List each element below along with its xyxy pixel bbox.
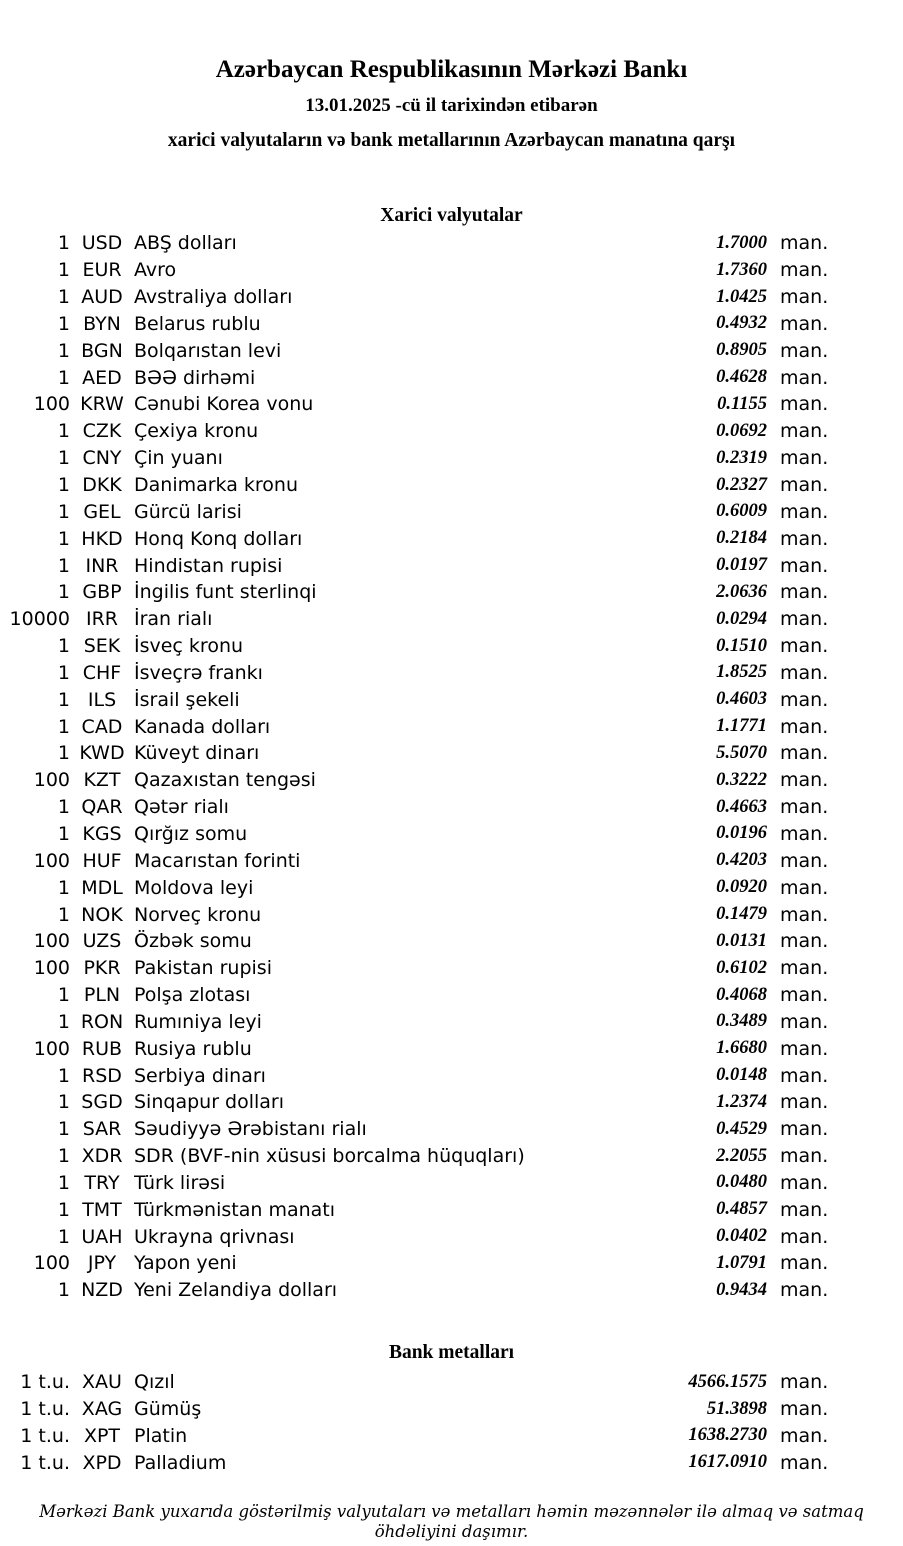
- currency-code-cell: GEL: [83, 500, 121, 523]
- currency-name-cell: Danimarka kronu: [134, 474, 299, 497]
- unit-label: man.: [780, 500, 829, 523]
- rate-value-cell: 0.8905: [716, 340, 767, 361]
- currency-code-cell: UAH: [81, 1225, 123, 1248]
- exchange-rate-row: [0, 498, 830, 525]
- unit-label: man.: [780, 554, 829, 577]
- currency-name-cell: Qazaxıstan tengəsi: [134, 769, 316, 792]
- amount-cell: 100: [33, 769, 70, 792]
- unit-label: man.: [780, 1010, 829, 1033]
- exchange-rate-row: [0, 257, 830, 284]
- currency-rates-table: [0, 230, 830, 1304]
- exchange-rate-row: [0, 660, 830, 687]
- exchange-rate-row: [0, 874, 830, 901]
- currency-code-cell: RUB: [81, 1037, 123, 1060]
- rate-value-cell: 1.0425: [716, 286, 767, 307]
- currency-code-cell: SGD: [81, 1091, 123, 1114]
- amount-cell: 1: [57, 1225, 70, 1248]
- amount-cell: 10000: [9, 608, 70, 631]
- unit-label: man.: [780, 259, 829, 282]
- amount-cell: 1: [57, 1118, 70, 1141]
- amount-cell: 1: [57, 232, 70, 255]
- amount-cell: 1: [57, 312, 70, 335]
- amount-cell: 1: [57, 447, 70, 470]
- rate-value-cell: 0.4529: [716, 1118, 767, 1139]
- rate-value-cell: 0.3222: [716, 769, 767, 790]
- currencies-section-title: Xarici valyutalar: [380, 205, 523, 226]
- rate-value-cell: 0.6102: [716, 957, 767, 978]
- unit-label: man.: [780, 420, 829, 443]
- exchange-rate-row: [0, 1089, 830, 1116]
- exchange-rate-row: [0, 928, 830, 955]
- unit-label: man.: [780, 1398, 829, 1421]
- currency-name-cell: Yapon yeni: [134, 1252, 237, 1275]
- unit-label: man.: [780, 608, 829, 631]
- currency-code-cell: TRY: [84, 1171, 120, 1194]
- exchange-rate-row: [0, 606, 830, 633]
- unit-label: man.: [780, 1424, 829, 1447]
- amount-cell: 100: [33, 930, 70, 953]
- exchange-rate-row: [0, 1062, 830, 1089]
- rate-value-cell: 0.4628: [716, 367, 767, 388]
- effective-date-subtitle: 13.01.2025 -cü il tarixindən etibarən: [305, 95, 598, 116]
- exchange-rate-row: [0, 901, 830, 928]
- currency-name-cell: Küveyt dinarı: [134, 742, 260, 765]
- scope-subtitle: xarici valyutaların və bank metallarının Azərbaycan manatına qarşı: [167, 130, 736, 151]
- unit-label: man.: [780, 715, 829, 738]
- amount-cell: 1: [57, 661, 70, 684]
- amount-cell: 1: [57, 1198, 70, 1221]
- currency-code-cell: CNY: [82, 447, 122, 470]
- currency-code-cell: KGS: [82, 822, 122, 845]
- unit-label: man.: [780, 957, 829, 980]
- currency-name-cell: Avro: [134, 259, 177, 282]
- rate-value-cell: 0.2327: [716, 474, 767, 495]
- currency-name-cell: ABŞ dolları: [134, 232, 237, 255]
- currency-name-cell: Avstraliya dolları: [134, 286, 293, 309]
- exchange-rate-row: [0, 391, 830, 418]
- exchange-rate-row: [0, 230, 830, 257]
- currency-name-cell: İran rialı: [134, 608, 213, 631]
- currency-name-cell: Gürcü larisi: [134, 500, 242, 523]
- currency-name-cell: Ukrayna qrivnası: [134, 1225, 295, 1248]
- exchange-rate-row: [0, 311, 830, 338]
- currency-name-cell: BƏƏ dirhəmi: [134, 366, 256, 389]
- currency-code-cell: JPY: [87, 1252, 117, 1275]
- rate-value-cell: 0.4203: [716, 850, 767, 871]
- currency-name-cell: Hindistan rupisi: [134, 554, 283, 577]
- exchange-rate-row: [0, 1396, 830, 1423]
- exchange-rate-row: [0, 418, 830, 445]
- currency-code-cell: CAD: [81, 715, 123, 738]
- currency-code-cell: DKK: [82, 474, 122, 497]
- amount-cell: 1: [57, 420, 70, 443]
- currency-name-cell: Kanada dolları: [134, 715, 271, 738]
- unit-label: man.: [780, 688, 829, 711]
- unit-label: man.: [780, 661, 829, 684]
- exchange-rate-row: [0, 1369, 830, 1396]
- unit-label: man.: [780, 1225, 829, 1248]
- currency-code-cell: IRR: [85, 608, 118, 631]
- rate-value-cell: 2.0636: [716, 581, 767, 602]
- rate-value-cell: 0.0197: [716, 555, 767, 576]
- unit-label: man.: [780, 849, 829, 872]
- exchange-rate-row: [0, 1250, 830, 1277]
- unit-label: man.: [780, 1118, 829, 1141]
- unit-label: man.: [780, 1451, 829, 1474]
- unit-label: man.: [780, 339, 829, 362]
- rate-value-cell: 0.0131: [716, 930, 767, 951]
- amount-cell: 100: [33, 1037, 70, 1060]
- unit-label: man.: [780, 769, 829, 792]
- unit-label: man.: [780, 876, 829, 899]
- currency-code-cell: KWD: [79, 742, 125, 765]
- obligation-note: Mərkəzi Bank yuxarıda göstərilmiş valyutaları və metalları həmin məzənnələr ilə almaq və satmaq öhdəliyini daşımır.: [39, 1502, 864, 1542]
- amount-cell: 1: [57, 1091, 70, 1114]
- rate-value-cell: 0.2319: [716, 447, 767, 468]
- currency-name-cell: Sinqapur dolları: [134, 1091, 285, 1114]
- currency-name-cell: İsveç kronu: [134, 635, 244, 658]
- currency-name-cell: Cənubi Korea vonu: [134, 393, 314, 416]
- currency-code-cell: HUF: [82, 849, 122, 872]
- rate-value-cell: 0.0294: [716, 608, 767, 629]
- currency-code-cell: NOK: [81, 903, 123, 926]
- currency-name-cell: Rumıniya leyi: [134, 1010, 262, 1033]
- amount-cell: 1: [57, 984, 70, 1007]
- amount-cell: 1: [57, 715, 70, 738]
- currency-code-cell: TMT: [82, 1198, 122, 1221]
- currency-name-cell: İngilis funt sterlinqi: [134, 581, 317, 604]
- currency-code-cell: KRW: [80, 393, 124, 416]
- exchange-rate-row: [0, 579, 830, 606]
- amount-cell: 1 t.u.: [20, 1371, 70, 1394]
- unit-label: man.: [780, 366, 829, 389]
- unit-label: man.: [780, 742, 829, 765]
- exchange-rate-row: [0, 821, 830, 848]
- exchange-rate-row: [0, 633, 830, 660]
- metals-section-title: Bank metalları: [388, 1341, 515, 1363]
- amount-cell: 1: [57, 903, 70, 926]
- currency-name-cell: Türk lirəsi: [134, 1171, 226, 1194]
- currency-code-cell: CZK: [82, 420, 122, 443]
- exchange-rate-row: [0, 686, 830, 713]
- rate-value-cell: 0.0148: [716, 1065, 767, 1086]
- amount-cell: 1: [57, 1064, 70, 1087]
- amount-cell: 1: [57, 259, 70, 282]
- exchange-rate-row: [0, 337, 830, 364]
- unit-label: man.: [780, 796, 829, 819]
- unit-label: man.: [780, 930, 829, 953]
- unit-label: man.: [780, 1198, 829, 1221]
- currency-name-cell: Platin: [134, 1424, 188, 1447]
- amount-cell: 1: [57, 1010, 70, 1033]
- unit-label: man.: [780, 581, 829, 604]
- rate-value-cell: 1.0791: [716, 1252, 767, 1273]
- currency-name-cell: Qətər rialı: [134, 796, 229, 819]
- currency-name-cell: Özbək somu: [134, 930, 252, 953]
- amount-cell: 100: [33, 1252, 70, 1275]
- currency-code-cell: SAR: [82, 1118, 122, 1141]
- unit-label: man.: [780, 1145, 829, 1168]
- amount-cell: 1: [57, 339, 70, 362]
- rate-value-cell: 0.1510: [716, 635, 767, 656]
- unit-label: man.: [780, 984, 829, 1007]
- currency-name-cell: Polşa zlotası: [134, 984, 251, 1007]
- currency-name-cell: Moldova leyi: [134, 876, 254, 899]
- amount-cell: 1: [57, 1279, 70, 1302]
- currency-code-cell: QAR: [81, 796, 123, 819]
- currency-name-cell: Qırğız somu: [134, 822, 248, 845]
- unit-label: man.: [780, 635, 829, 658]
- unit-label: man.: [780, 1064, 829, 1087]
- amount-cell: 1: [57, 286, 70, 309]
- rate-value-cell: 1.7360: [716, 259, 767, 280]
- amount-cell: 1: [57, 474, 70, 497]
- rate-value-cell: 0.2184: [716, 528, 767, 549]
- rate-value-cell: 1617.0910: [688, 1452, 767, 1473]
- amount-cell: 1: [57, 1145, 70, 1168]
- exchange-rate-row: [0, 1449, 830, 1476]
- rate-value-cell: 5.5070: [716, 742, 767, 763]
- unit-label: man.: [780, 822, 829, 845]
- amount-cell: 1: [57, 688, 70, 711]
- currency-code-cell: XPD: [82, 1451, 122, 1474]
- rate-value-cell: 0.4663: [716, 796, 767, 817]
- exchange-rate-row: [0, 445, 830, 472]
- exchange-rate-row: [0, 847, 830, 874]
- rate-value-cell: 0.4068: [716, 984, 767, 1005]
- rate-value-cell: 1638.2730: [688, 1425, 767, 1446]
- currency-name-cell: Gümüş: [134, 1398, 202, 1421]
- metal-rates-table: [0, 1369, 830, 1476]
- currency-name-cell: SDR (BVF-nin xüsusi borcalma hüquqları): [134, 1145, 525, 1168]
- currency-name-cell: Rusiya rublu: [134, 1037, 252, 1060]
- currency-code-cell: INR: [85, 554, 119, 577]
- amount-cell: 100: [33, 393, 70, 416]
- unit-label: man.: [780, 286, 829, 309]
- rate-value-cell: 0.0692: [716, 420, 767, 441]
- rate-value-cell: 1.8525: [716, 662, 767, 683]
- currency-name-cell: Macarıstan forinti: [134, 849, 301, 872]
- exchange-rate-row: [0, 1170, 830, 1197]
- rate-value-cell: 1.6680: [716, 1038, 767, 1059]
- rate-value-cell: 0.0196: [716, 823, 767, 844]
- currency-name-cell: Çin yuanı: [134, 447, 223, 470]
- rate-value-cell: 0.9434: [716, 1279, 767, 1300]
- rate-value-cell: 4566.1575: [688, 1371, 767, 1392]
- unit-label: man.: [780, 474, 829, 497]
- amount-cell: 1: [57, 1171, 70, 1194]
- currency-code-cell: BGN: [81, 339, 123, 362]
- exchange-rate-row: [0, 794, 830, 821]
- rate-value-cell: 1.2374: [716, 1091, 767, 1112]
- currency-code-cell: KZT: [83, 769, 121, 792]
- currency-code-cell: SEK: [83, 635, 121, 658]
- amount-cell: 1 t.u.: [20, 1424, 70, 1447]
- exchange-rate-row: [0, 955, 830, 982]
- unit-label: man.: [780, 232, 829, 255]
- exchange-rate-row: [0, 982, 830, 1009]
- currency-name-cell: Palladium: [134, 1451, 227, 1474]
- currency-code-cell: BYN: [83, 312, 121, 335]
- exchange-rate-row: [0, 472, 830, 499]
- unit-label: man.: [780, 1252, 829, 1275]
- currency-code-cell: HKD: [81, 527, 123, 550]
- currency-code-cell: AED: [82, 366, 122, 389]
- exchange-rate-row: [0, 1422, 830, 1449]
- amount-cell: 1 t.u.: [20, 1398, 70, 1421]
- currency-name-cell: Səudiyyə Ərəbistanı rialı: [134, 1118, 367, 1141]
- document-header: [0, 0, 903, 152]
- currency-name-cell: Serbiya dinarı: [134, 1064, 266, 1087]
- exchange-rate-row: [0, 525, 830, 552]
- exchange-rate-row: [0, 284, 830, 311]
- amount-cell: 1: [57, 500, 70, 523]
- exchange-rate-row: [0, 1116, 830, 1143]
- exchange-rate-row: [0, 713, 830, 740]
- currency-code-cell: UZS: [82, 930, 122, 953]
- amount-cell: 1: [57, 742, 70, 765]
- exchange-rate-row: [0, 364, 830, 391]
- currency-code-cell: GBP: [82, 581, 122, 604]
- currency-name-cell: Bolqarıstan levi: [134, 339, 282, 362]
- rate-value-cell: 0.4603: [716, 689, 767, 710]
- currency-code-cell: MDL: [81, 876, 123, 899]
- exchange-rate-row: [0, 767, 830, 794]
- exchange-rate-row: [0, 552, 830, 579]
- rate-value-cell: 0.0402: [716, 1226, 767, 1247]
- rate-value-cell: 0.1479: [716, 904, 767, 925]
- unit-label: man.: [780, 1037, 829, 1060]
- exchange-rate-row: [0, 1035, 830, 1062]
- currency-code-cell: RSD: [82, 1064, 122, 1087]
- currency-name-cell: İsveçrə frankı: [134, 661, 263, 684]
- page-title: Azərbaycan Respublikasının Mərkəzi Bankı: [215, 56, 688, 83]
- amount-cell: 1: [57, 635, 70, 658]
- amount-cell: 1: [57, 527, 70, 550]
- currency-code-cell: XAG: [81, 1398, 123, 1421]
- unit-label: man.: [780, 1371, 829, 1394]
- currency-code-cell: EUR: [82, 259, 122, 282]
- currency-name-cell: Yeni Zelandiya dolları: [134, 1279, 338, 1302]
- amount-cell: 1: [57, 581, 70, 604]
- unit-label: man.: [780, 312, 829, 335]
- exchange-rate-row: [0, 1277, 830, 1304]
- unit-label: man.: [780, 1279, 829, 1302]
- unit-label: man.: [780, 903, 829, 926]
- unit-label: man.: [780, 1171, 829, 1194]
- rate-value-cell: 0.1155: [717, 393, 767, 414]
- unit-label: man.: [780, 447, 829, 470]
- currency-code-cell: CHF: [82, 661, 122, 684]
- exchange-rate-row: [0, 1196, 830, 1223]
- exchange-rate-row: [0, 1143, 830, 1170]
- amount-cell: 1: [57, 796, 70, 819]
- currency-code-cell: XDR: [81, 1145, 123, 1168]
- amount-cell: 1: [57, 554, 70, 577]
- currency-code-cell: AUD: [81, 286, 123, 309]
- amount-cell: 1 t.u.: [20, 1451, 70, 1474]
- currency-name-cell: Çexiya kronu: [134, 420, 259, 443]
- amount-cell: 100: [33, 849, 70, 872]
- rate-value-cell: 1.1771: [716, 716, 767, 737]
- currency-name-cell: İsrail şekeli: [134, 688, 240, 711]
- exchange-rate-row: [0, 1008, 830, 1035]
- currency-code-cell: PKR: [83, 957, 121, 980]
- unit-label: man.: [780, 527, 829, 550]
- currency-code-cell: ILS: [87, 688, 117, 711]
- amount-cell: 1: [57, 876, 70, 899]
- rate-value-cell: 0.3489: [716, 1011, 767, 1032]
- rate-value-cell: 0.0480: [716, 1172, 767, 1193]
- rate-value-cell: 51.3898: [706, 1398, 767, 1419]
- amount-cell: 1: [57, 366, 70, 389]
- amount-cell: 100: [33, 957, 70, 980]
- exchange-rate-row: [0, 740, 830, 767]
- currency-name-cell: Belarus rublu: [134, 312, 261, 335]
- currency-code-cell: NZD: [81, 1279, 123, 1302]
- currency-code-cell: PLN: [83, 984, 121, 1007]
- currency-code-cell: XPT: [83, 1424, 121, 1447]
- currency-name-cell: Honq Konq dolları: [134, 527, 303, 550]
- rate-value-cell: 0.6009: [716, 501, 767, 522]
- currency-name-cell: Norveç kronu: [134, 903, 262, 926]
- rate-value-cell: 2.2055: [716, 1145, 767, 1166]
- exchange-rate-row: [0, 1223, 830, 1250]
- currency-code-cell: RON: [80, 1010, 124, 1033]
- rate-value-cell: 0.4932: [716, 313, 767, 334]
- currency-code-cell: USD: [81, 232, 123, 255]
- rate-value-cell: 1.7000: [716, 232, 767, 253]
- currency-code-cell: XAU: [82, 1371, 122, 1394]
- currency-name-cell: Pakistan rupisi: [134, 957, 272, 980]
- rate-value-cell: 0.4857: [716, 1199, 767, 1220]
- rate-value-cell: 0.0920: [716, 877, 767, 898]
- amount-cell: 1: [57, 822, 70, 845]
- unit-label: man.: [780, 1091, 829, 1114]
- unit-label: man.: [780, 393, 829, 416]
- currency-name-cell: Türkmənistan manatı: [134, 1198, 336, 1221]
- currency-name-cell: Qızıl: [134, 1371, 175, 1394]
